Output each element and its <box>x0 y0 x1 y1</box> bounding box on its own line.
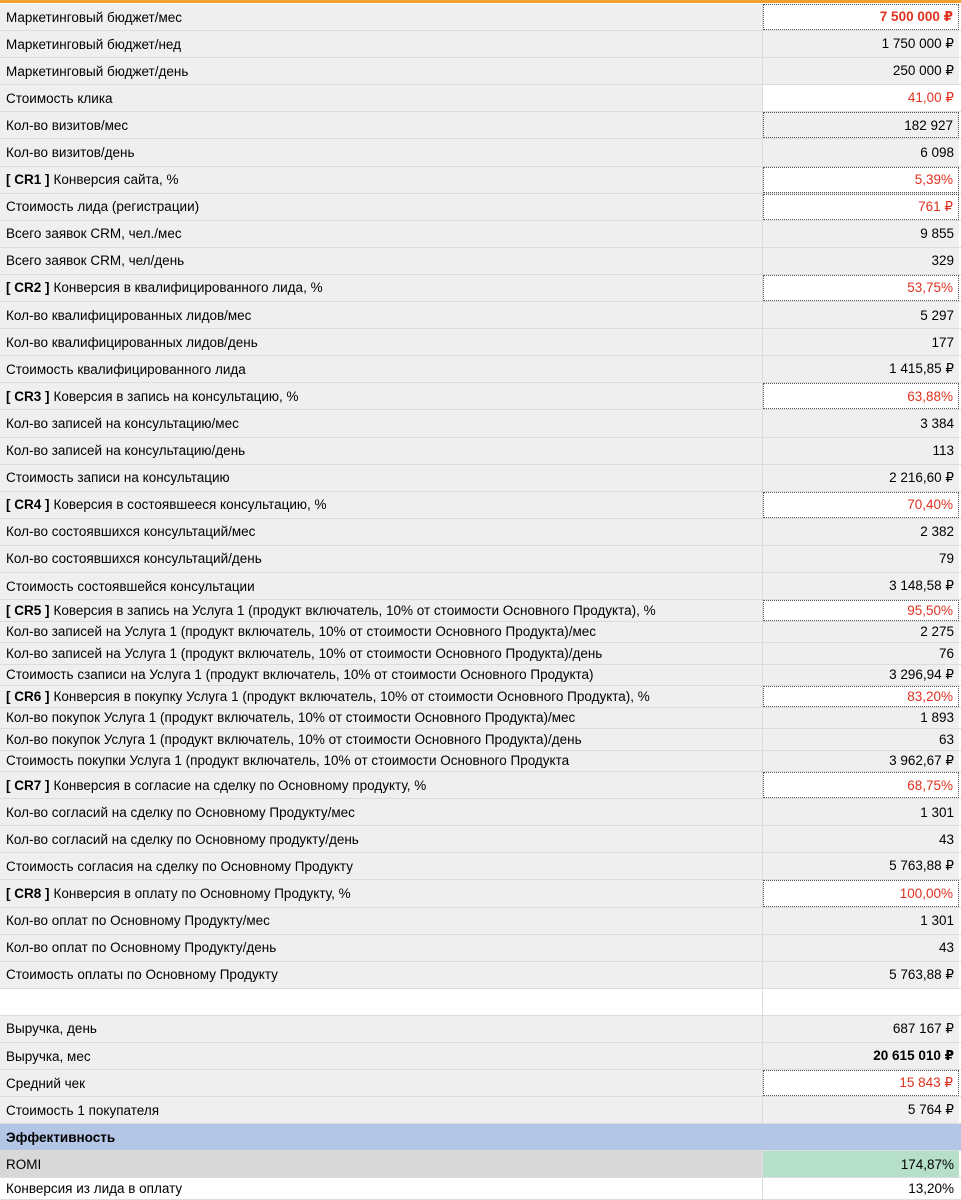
table-row[interactable] <box>0 438 961 465</box>
row-label-cell[interactable] <box>0 1016 763 1042</box>
value-cell[interactable]: 1 301 <box>763 908 959 934</box>
row-label-cell[interactable] <box>0 58 763 84</box>
value-cell[interactable]: 76 <box>763 643 959 664</box>
value-cell[interactable]: 9 855 <box>763 221 959 247</box>
row-label: Кол-во согласий на сделку по Основному Продукту/мес <box>6 804 355 820</box>
table-row[interactable] <box>0 880 961 907</box>
table-row[interactable] <box>0 962 961 989</box>
row-label: Стоимость покупки Услуга 1 (продукт включатель, 10% от стоимости Основного Продукта <box>6 753 570 769</box>
value-cell[interactable]: 3 296,94 ₽ <box>763 665 959 686</box>
table-row[interactable] <box>0 221 961 248</box>
value-cell[interactable]: 79 <box>763 546 959 572</box>
row-label: Стоимость квалифицированного лида <box>6 361 246 377</box>
row-label-cell[interactable] <box>0 600 763 621</box>
value-cell[interactable]: 43 <box>763 826 959 852</box>
row-label-cell[interactable] <box>0 908 763 934</box>
row-label: Стоимость клика <box>6 90 113 106</box>
row-label-cell[interactable] <box>0 4 763 30</box>
row-label-cell[interactable] <box>0 194 763 220</box>
row-label-cell[interactable] <box>0 167 763 193</box>
value-cell[interactable]: 5 763,88 ₽ <box>763 962 959 988</box>
value-cell[interactable]: 63 <box>763 729 959 750</box>
table-row[interactable] <box>0 31 961 58</box>
row-label-cell[interactable] <box>0 438 763 464</box>
cr-tag: [ CR3 ] <box>6 388 50 404</box>
row-label: Маркетинговый бюджет/мес <box>6 9 183 25</box>
row-label-cell[interactable] <box>0 935 763 961</box>
table-row[interactable] <box>0 167 961 194</box>
table-row[interactable] <box>0 302 961 329</box>
row-label-cell[interactable] <box>0 383 763 409</box>
row-label-cell[interactable] <box>0 139 763 165</box>
row-label-cell[interactable] <box>0 962 763 988</box>
row-label: Средний чек <box>6 1075 86 1091</box>
row-label-cell[interactable] <box>0 989 763 1015</box>
row-label: Кол-во записей на консультацию/мес <box>6 415 239 431</box>
row-label-cell[interactable] <box>0 729 763 750</box>
value-cell[interactable]: 1 301 <box>763 799 959 825</box>
row-label: Выручка, мес <box>6 1048 91 1064</box>
row-label: Конверсия в квалифицированного лида, % <box>53 280 323 296</box>
row-label-cell[interactable] <box>0 546 763 572</box>
value-cell[interactable]: 177 <box>763 329 959 355</box>
input-value-cell[interactable]: 70,40% <box>763 492 959 518</box>
row-label: Кол-во оплат по Основному Продукту/день <box>6 940 277 956</box>
row-label-cell[interactable] <box>0 799 763 825</box>
table-row[interactable] <box>0 1178 961 1200</box>
value-cell[interactable]: 3 962,67 ₽ <box>763 751 959 772</box>
row-label: Кол-во визитов/день <box>6 145 135 161</box>
row-label-cell[interactable] <box>0 302 763 328</box>
row-label-cell[interactable] <box>0 1070 763 1096</box>
section-header[interactable] <box>0 1124 961 1151</box>
row-label: Кол-во записей на Услуга 1 (продукт включатель, 10% от стоимости Основного Продукта)/мес <box>6 624 596 640</box>
value-cell[interactable]: 20 615 010 ₽ <box>763 1043 959 1069</box>
row-label: Стоимость состоявшейся консультации <box>6 578 255 594</box>
value-cell[interactable]: 41,00 ₽ <box>763 85 959 111</box>
table-row[interactable] <box>0 1097 961 1124</box>
row-label-cell[interactable] <box>0 643 763 664</box>
row-label: Кол-во квалифицированных лидов/день <box>6 334 258 350</box>
row-label-cell[interactable] <box>0 1178 763 1199</box>
row-label-cell[interactable] <box>0 1151 763 1177</box>
table-row[interactable] <box>0 772 961 799</box>
table-row[interactable] <box>0 410 961 437</box>
row-label-cell[interactable] <box>0 622 763 643</box>
row-label-cell[interactable] <box>0 112 763 138</box>
table-row[interactable] <box>0 643 961 665</box>
value-cell[interactable]: 5 297 <box>763 302 959 328</box>
table-row[interactable] <box>0 139 961 166</box>
row-label-cell[interactable] <box>0 31 763 57</box>
row-label-cell[interactable] <box>0 751 763 772</box>
table-row[interactable] <box>0 329 961 356</box>
table-row[interactable] <box>0 1016 961 1043</box>
table-row[interactable] <box>0 989 961 1016</box>
value-cell[interactable]: 5 764 ₽ <box>763 1097 959 1123</box>
row-label-cell[interactable] <box>0 1043 763 1069</box>
input-value-cell[interactable]: 63,88% <box>763 383 959 409</box>
row-label-cell[interactable] <box>0 85 763 111</box>
table-row[interactable] <box>0 853 961 880</box>
input-value-cell[interactable]: 761 ₽ <box>763 194 959 220</box>
table-row[interactable] <box>0 1070 961 1097</box>
row-label-cell[interactable] <box>0 1124 961 1150</box>
table-row[interactable] <box>0 194 961 221</box>
value-cell[interactable]: 2 382 <box>763 519 959 545</box>
table-row[interactable] <box>0 356 961 383</box>
row-label: Эффективность <box>6 1129 116 1145</box>
value-cell[interactable]: 3 148,58 ₽ <box>763 573 959 599</box>
row-label-cell[interactable] <box>0 329 763 355</box>
table-row[interactable] <box>0 935 961 962</box>
row-label: Кол-во покупок Услуга 1 (продукт включатель, 10% от стоимости Основного Продукта)/мес <box>6 710 576 726</box>
value-cell[interactable]: 182 927 <box>763 112 959 138</box>
cr-tag: [ CR4 ] <box>6 497 50 513</box>
row-label: Конверсия в оплату по Основному Продукту, % <box>53 885 351 901</box>
row-label: Конверсия в согласие на сделку по Основному продукту, % <box>53 777 427 793</box>
table-row[interactable] <box>0 1151 961 1178</box>
value-cell[interactable] <box>763 989 959 1015</box>
value-cell[interactable]: 43 <box>763 935 959 961</box>
row-label: Стоимость записи на консультацию <box>6 470 230 486</box>
table-row[interactable] <box>0 708 961 730</box>
table-row[interactable] <box>0 85 961 112</box>
row-label: Кол-во покупок Услуга 1 (продукт включатель, 10% от стоимости Основного Продукта)/день <box>6 731 582 747</box>
table-row[interactable] <box>0 799 961 826</box>
value-cell[interactable]: 3 384 <box>763 410 959 436</box>
value-cell[interactable]: 687 167 ₽ <box>763 1016 959 1042</box>
table-row[interactable] <box>0 4 961 31</box>
value-cell[interactable]: 1 750 000 ₽ <box>763 31 959 57</box>
row-label-cell[interactable] <box>0 275 763 301</box>
value-cell[interactable]: 113 <box>763 438 959 464</box>
input-value-cell[interactable]: 83,20% <box>763 686 959 707</box>
table-row[interactable] <box>0 600 961 622</box>
value-cell[interactable]: 5 763,88 ₽ <box>763 853 959 879</box>
table-row[interactable] <box>0 248 961 275</box>
input-value-cell[interactable]: 7 500 000 ₽ <box>763 4 959 30</box>
row-label: Стоимость лида (регистрации) <box>6 199 200 215</box>
table-row[interactable] <box>0 546 961 573</box>
input-value-cell[interactable]: 5,39% <box>763 167 959 193</box>
cr-tag: [ CR1 ] <box>6 172 50 188</box>
row-label-cell[interactable] <box>0 492 763 518</box>
table-row[interactable] <box>0 383 961 410</box>
value-cell[interactable]: 2 275 <box>763 622 959 643</box>
cr-tag: [ CR7 ] <box>6 777 50 793</box>
row-label-cell[interactable] <box>0 465 763 491</box>
row-label-cell[interactable] <box>0 708 763 729</box>
row-label: Коверсия в запись на консультацию, % <box>53 388 299 404</box>
row-label: Кол-во записей на Услуга 1 (продукт включатель, 10% от стоимости Основного Продукта)/день <box>6 645 603 661</box>
row-label: Стоимость 1 покупателя <box>6 1102 160 1118</box>
spreadsheet-table <box>0 4 961 1200</box>
value-cell[interactable]: 329 <box>763 248 959 274</box>
row-label: Маркетинговый бюджет/нед <box>6 36 182 52</box>
value-cell[interactable]: 250 000 ₽ <box>763 58 959 84</box>
table-row[interactable] <box>0 751 961 773</box>
row-label-cell[interactable] <box>0 686 763 707</box>
row-label: Кол-во согласий на сделку по Основному продукту/день <box>6 831 359 847</box>
row-label: Конверсия в покупку Услуга 1 (продукт включатель, 10% от стоимости Основного Продукта), % <box>53 688 650 704</box>
cr-tag: [ CR2 ] <box>6 280 50 296</box>
row-label-cell[interactable] <box>0 410 763 436</box>
row-label-cell[interactable] <box>0 221 763 247</box>
value-cell[interactable]: 174,87% <box>763 1151 959 1177</box>
input-value-cell[interactable]: 53,75% <box>763 275 959 301</box>
row-label: Кол-во записей на консультацию/день <box>6 443 246 459</box>
input-value-cell[interactable]: 100,00% <box>763 880 959 906</box>
input-value-cell[interactable]: 68,75% <box>763 772 959 798</box>
cr-tag: [ CR6 ] <box>6 688 50 704</box>
table-row[interactable] <box>0 665 961 687</box>
table-row[interactable] <box>0 729 961 751</box>
row-label: Всего заявок CRM, чел./мес <box>6 226 182 242</box>
row-label: ROMI <box>6 1156 42 1172</box>
value-cell[interactable]: 13,20% <box>763 1178 959 1199</box>
table-row[interactable] <box>0 519 961 546</box>
row-label: Коверсия в запись на Услуга 1 (продукт включатель, 10% от стоимости Основного Продукта), % <box>53 602 656 618</box>
row-label: Конверсия сайта, % <box>53 172 179 188</box>
row-label-cell[interactable] <box>0 248 763 274</box>
row-label: Коверсия в состоявшееся консультацию, % <box>53 497 327 513</box>
row-label: Кол-во состоявшихся консультаций/день <box>6 551 262 567</box>
row-label-cell[interactable] <box>0 853 763 879</box>
table-row[interactable] <box>0 492 961 519</box>
row-label: Стоимость согласия на сделку по Основному Продукту <box>6 858 353 874</box>
row-label-cell[interactable] <box>0 519 763 545</box>
cr-tag: [ CR5 ] <box>6 602 50 618</box>
row-label: Всего заявок CRM, чел/день <box>6 253 185 269</box>
row-label-cell[interactable] <box>0 573 763 599</box>
value-cell[interactable]: 1 893 <box>763 708 959 729</box>
row-label-cell[interactable] <box>0 772 763 798</box>
input-value-cell[interactable]: 15 843 ₽ <box>763 1070 959 1096</box>
row-label: Стоимость оплаты по Основному Продукту <box>6 967 278 983</box>
row-label-cell[interactable] <box>0 880 763 906</box>
row-label: Выручка, день <box>6 1021 97 1037</box>
input-value-cell[interactable]: 95,50% <box>763 600 959 621</box>
table-row[interactable] <box>0 686 961 708</box>
value-cell[interactable]: 6 098 <box>763 139 959 165</box>
table-row[interactable] <box>0 826 961 853</box>
row-label: Кол-во квалифицированных лидов/мес <box>6 307 252 323</box>
top-accent-bar <box>0 0 961 3</box>
table-row[interactable] <box>0 275 961 302</box>
table-row[interactable] <box>0 622 961 644</box>
cr-tag: [ CR8 ] <box>6 885 50 901</box>
row-label: Конверсия из лида в оплату <box>6 1181 183 1197</box>
row-label-cell[interactable] <box>0 665 763 686</box>
row-label-cell[interactable] <box>0 1097 763 1123</box>
value-cell[interactable]: 2 216,60 ₽ <box>763 465 959 491</box>
row-label-cell[interactable] <box>0 826 763 852</box>
row-label: Кол-во оплат по Основному Продукту/мес <box>6 913 270 929</box>
table-row[interactable] <box>0 573 961 600</box>
row-label: Кол-во визитов/мес <box>6 117 129 133</box>
table-row[interactable] <box>0 465 961 492</box>
table-row[interactable] <box>0 908 961 935</box>
table-row[interactable] <box>0 112 961 139</box>
row-label-cell[interactable] <box>0 356 763 382</box>
table-row[interactable] <box>0 1043 961 1070</box>
table-row[interactable] <box>0 58 961 85</box>
row-label: Маркетинговый бюджет/день <box>6 63 189 79</box>
row-label: Стоимость сзаписи на Услуга 1 (продукт включатель, 10% от стоимости Основного Продукта) <box>6 667 594 683</box>
row-label: Кол-во состоявшихся консультаций/мес <box>6 524 256 540</box>
value-cell[interactable]: 1 415,85 ₽ <box>763 356 959 382</box>
